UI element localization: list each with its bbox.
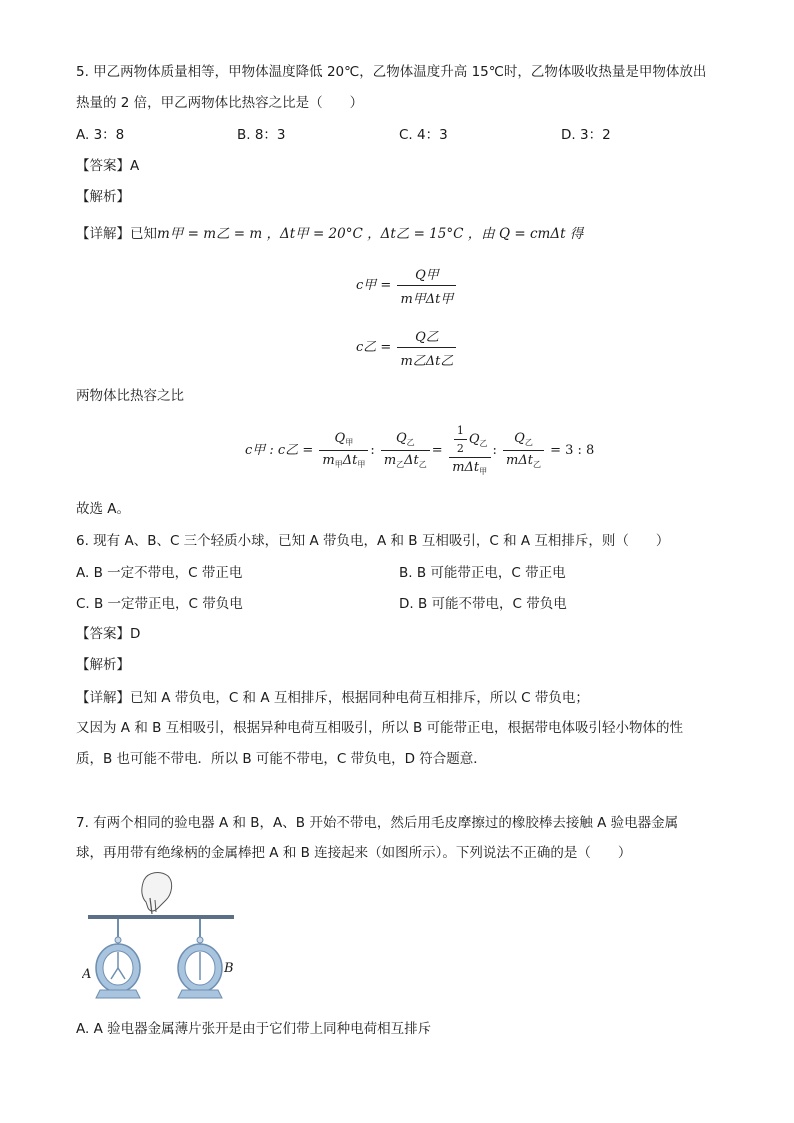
q5-ratio-frac4: $\frac{Q_乙}{m\Delta t_乙}$ — [503, 431, 544, 470]
q7-option-a: A. A 验电器金属薄片张开是由于它们带上同种电荷相互排斥 — [76, 1021, 432, 1037]
q6-detail-line3: 质，B 也可能不带电．所以 B 可能不带电，C 带负电，D 符合题意． — [76, 751, 487, 767]
q6-stem: 6. 现有 A、B、C 三个轻质小球，已知 A 带负电，A 和 B 互相吸引，C 和 A 互相排斥，则（ ） — [76, 533, 670, 549]
q5-ratio-lhs: c甲 : c乙 = — [245, 443, 314, 458]
q5-analysis-label: 【解析】 — [76, 189, 130, 205]
q7-stem-line1: 7. 有两个相同的验电器 A 和 B，A、B 开始不带电，然后用毛皮摩擦过的橡胶棒去接触 A 验电器金属 — [76, 815, 679, 831]
q6-option-d: D. B 可能不带电，C 带负电 — [399, 596, 567, 612]
q5-equation-c-yi — [356, 326, 458, 369]
figure-label-b: B — [224, 961, 234, 976]
q6-detail-line2: 又因为 A 和 B 互相吸引，根据异种电荷互相吸引，所以 B 可能带正电，根据带电体吸引轻小物体的性 — [76, 720, 684, 736]
q5-eq1-numerator: Q甲 — [397, 264, 456, 286]
q5-option-b: B. 8：3 — [237, 127, 286, 143]
q5-ratio-frac3: $\frac{1}{2}$ $Q_乙$ mΔt$_甲$ — [449, 424, 491, 477]
figure-label-a: A — [82, 967, 92, 982]
q5-detail-given: m甲 = m乙 = m ，Δt甲 = 20°C ，Δt乙 = 15°C ，由 Q = cmΔt 得 — [157, 226, 584, 242]
q5-eq1-lhs: c甲 = — [356, 278, 392, 293]
q5-ratio-heading: 两物体比热容之比 — [76, 388, 184, 404]
q5-stem-line1: 5. 甲乙两物体质量相等，甲物体温度降低 20℃，乙物体温度升高 15℃时，乙物体吸收热量是甲物体放出 — [76, 64, 707, 80]
q5-eq2-lhs: c乙 = — [356, 340, 392, 355]
q5-option-c: C. 4：3 — [399, 127, 448, 143]
q5-eq2-denominator: m乙Δt乙 — [400, 354, 454, 369]
q6-option-b: B. B 可能带正电，C 带正电 — [399, 565, 566, 581]
q5-stem-line2: 热量的 2 倍，甲乙两物体比热容之比是（ ） — [76, 95, 364, 111]
q5-ratio-equation: c甲 : c乙 = $\frac{Q_甲}{m_甲\Delta t_甲}$ : $\frac{Q_乙}{m_乙\Delta t_乙}$ = $\frac{1}{2}$ $Q_乙$ mΔt$_甲$ : $\frac{Q_乙}{m\Delta t_乙}$ = 3 : 8 — [245, 424, 595, 476]
electroscope-b — [178, 919, 222, 998]
q6-option-a: A. B 一定不带电，C 带正电 — [76, 565, 243, 581]
q5-detail — [76, 224, 583, 244]
q7-stem-line2: 球，再用带有绝缘柄的金属棒把 A 和 B 连接起来（如图所示）。下列说法不正确的是（ ） — [76, 845, 632, 861]
q5-ratio-frac2: $\frac{Q_乙}{m_乙\Delta t_乙}$ — [381, 431, 430, 470]
metal-rod — [88, 915, 234, 919]
q5-answer: 【答案】A — [76, 158, 140, 174]
q5-conclusion: 故选 A。 — [76, 501, 131, 517]
electroscope-figure — [82, 868, 242, 1018]
q5-eq1-denominator: m甲Δt甲 — [400, 292, 454, 307]
q5-ratio-result: = 3 : 8 — [550, 443, 595, 458]
q5-eq1-fraction — [397, 264, 456, 307]
electroscope-a — [96, 919, 140, 998]
q6-answer: 【答案】D — [76, 626, 141, 642]
q5-eq2-numerator: Q乙 — [397, 326, 456, 348]
hand-icon — [142, 873, 172, 914]
q5-ratio-frac1: $\frac{Q_甲}{m_甲\Delta t_甲}$ — [319, 431, 368, 470]
q5-eq2-fraction — [397, 326, 456, 369]
q5-detail-prefix: 【详解】已知 — [76, 226, 157, 242]
q5-equation-c-jia — [356, 264, 458, 307]
q6-option-c: C. B 一定带正电，C 带负电 — [76, 596, 243, 612]
q6-analysis-label: 【解析】 — [76, 657, 130, 673]
q6-detail-line1: 【详解】已知 A 带负电，C 和 A 互相排斥，根据同种电荷互相排斥，所以 C 带负电； — [76, 690, 589, 706]
q5-option-d: D. 3：2 — [561, 127, 611, 143]
q5-option-a: A. 3：8 — [76, 127, 125, 143]
